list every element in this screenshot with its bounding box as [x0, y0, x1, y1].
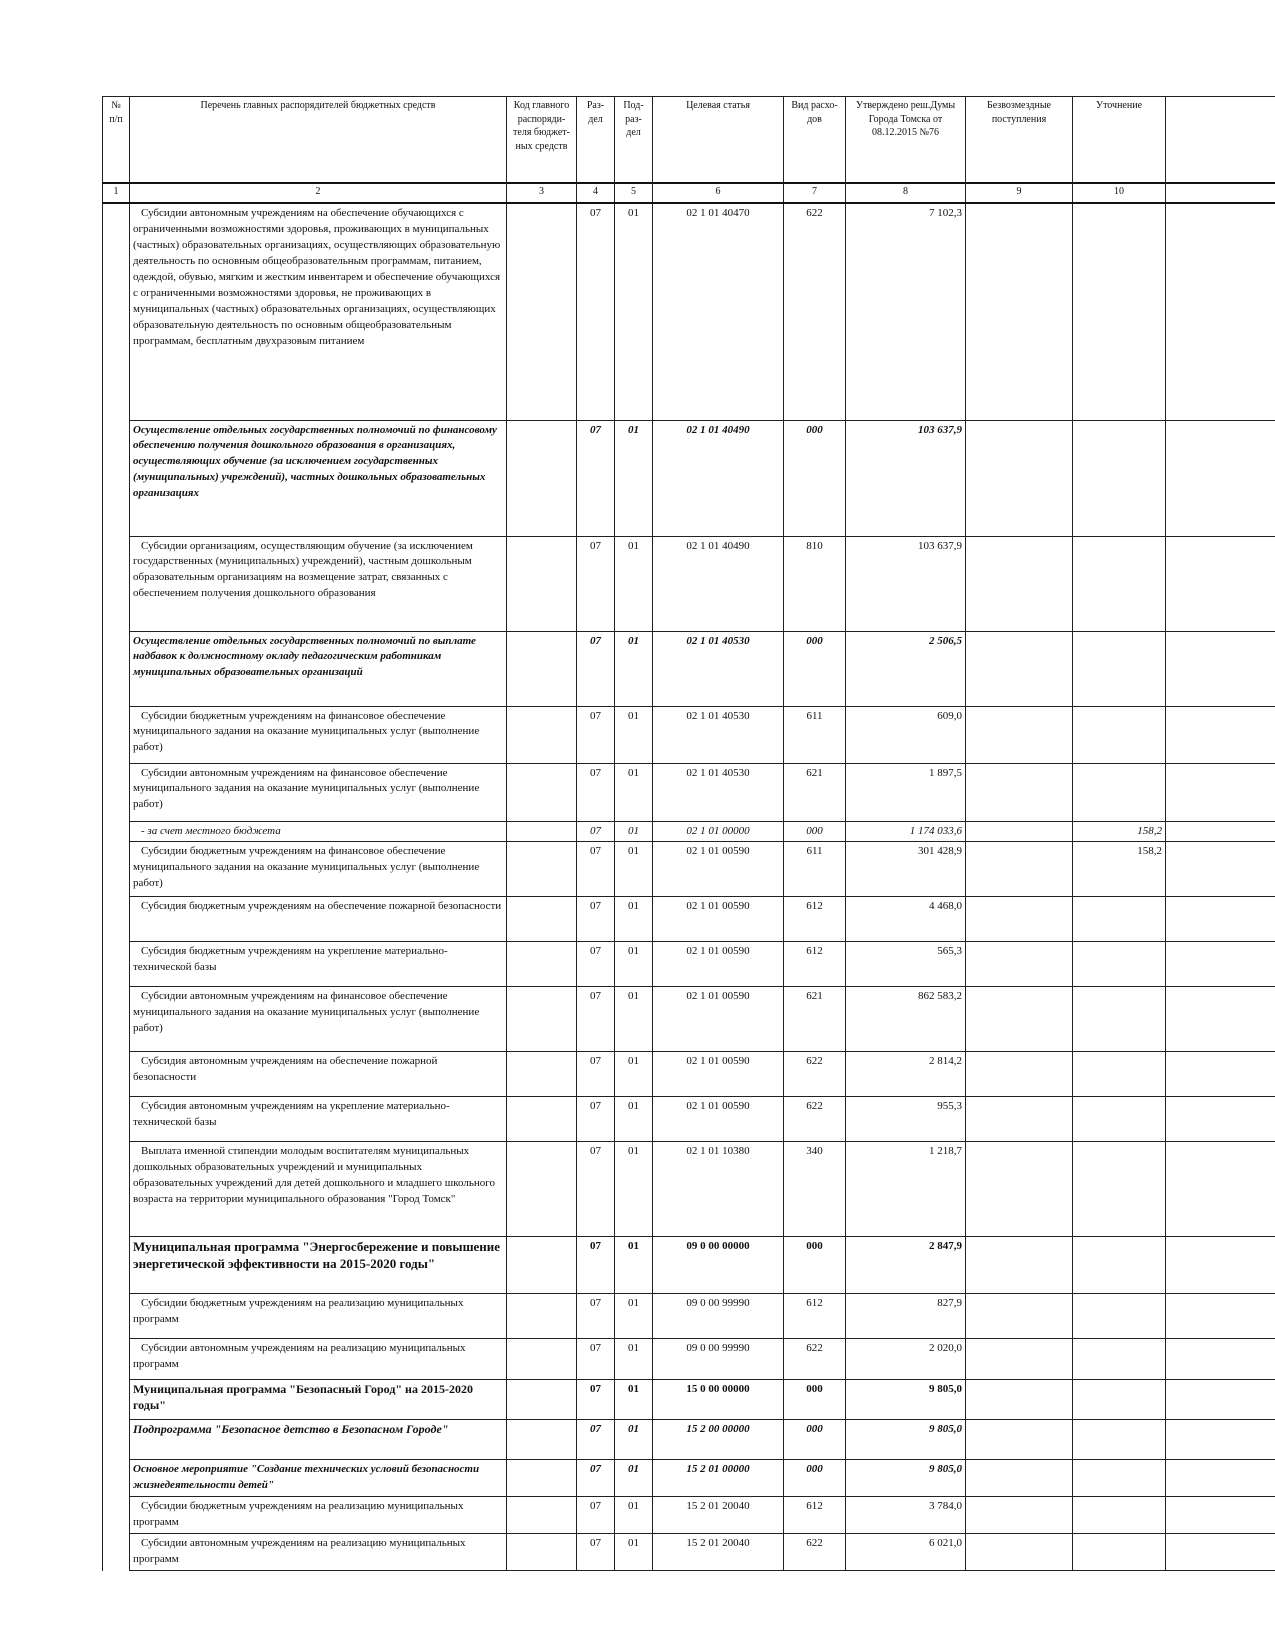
row-approved: 565,3: [846, 942, 966, 987]
row-article: 09 0 00 00000: [653, 1237, 784, 1294]
row-article: 02 1 01 10380: [653, 1142, 784, 1237]
row-article: 09 0 00 99990: [653, 1294, 784, 1339]
row-code: [507, 631, 577, 706]
row-podrazdel: 01: [615, 842, 653, 897]
table-row: [103, 1142, 1275, 1237]
budget-table: [102, 96, 1275, 1571]
col-number-extra: [1166, 183, 1275, 203]
row-name: Субсидии автономным учреждениям на финансовое обеспечение муниципального задания на оказание муниципальных услуг (выполнение работ): [130, 763, 507, 821]
row-article: 02 1 01 40490: [653, 536, 784, 631]
row-podrazdel: 01: [615, 1497, 653, 1534]
row-extra: [1166, 1237, 1275, 1294]
row-name: Субсидии бюджетным учреждениям на реализацию муниципальных программ: [130, 1497, 507, 1534]
row-num-cell: [103, 1052, 130, 1097]
row-razdel: 07: [577, 1237, 615, 1294]
row-extra: [1166, 1052, 1275, 1097]
row-razdel: 07: [577, 1052, 615, 1097]
row-name: Субсидии автономным учреждениям на финансовое обеспечение муниципального задания на оказание муниципальных услуг (выполнение работ): [130, 987, 507, 1052]
row-name: Выплата именной стипендии молодым воспитателям муниципальных дошкольных образовательных учреждений и муниципальных образовательных учреждений для детей дошкольного и младшего школьного возраста на территории муниципального образования "Город Томск": [130, 1142, 507, 1237]
row-article: 02 1 01 00590: [653, 1097, 784, 1142]
table-row: [103, 536, 1275, 631]
table-row: [103, 1460, 1275, 1497]
row-approved: 2 506,5: [846, 631, 966, 706]
row-podrazdel: 01: [615, 1052, 653, 1097]
row-extra: [1166, 1294, 1275, 1339]
row-code: [507, 1497, 577, 1534]
row-extra: [1166, 1097, 1275, 1142]
row-num-cell: [103, 536, 130, 631]
row-name: Осуществление отдельных государственных полномочий по выплате надбавок к должностному окладу педагогическим работникам муниципальных образовательных организаций: [130, 631, 507, 706]
row-extra: [1166, 897, 1275, 942]
row-num-cell: [103, 1294, 130, 1339]
col-number: 7: [784, 183, 846, 203]
row-free: [966, 1294, 1073, 1339]
row-vid: 000: [784, 1460, 846, 1497]
table-row: [103, 706, 1275, 763]
row-vid: 810: [784, 536, 846, 631]
row-podrazdel: 01: [615, 1142, 653, 1237]
header-podrazdel: Под-раз-дел: [615, 97, 653, 184]
row-article: 02 1 01 40530: [653, 706, 784, 763]
row-num-cell: [103, 987, 130, 1052]
row-vid: 622: [784, 1339, 846, 1380]
row-free: [966, 420, 1073, 536]
row-razdel: 07: [577, 536, 615, 631]
row-podrazdel: 01: [615, 1420, 653, 1460]
row-num-cell: [103, 897, 130, 942]
row-free: [966, 842, 1073, 897]
row-num-cell: [103, 1497, 130, 1534]
row-clarify: [1073, 763, 1166, 821]
row-free: [966, 203, 1073, 420]
row-approved: 609,0: [846, 706, 966, 763]
row-vid: 612: [784, 1294, 846, 1339]
row-razdel: 07: [577, 203, 615, 420]
row-razdel: 07: [577, 631, 615, 706]
row-free: [966, 1497, 1073, 1534]
row-vid: 622: [784, 1534, 846, 1571]
row-vid: 622: [784, 1052, 846, 1097]
row-vid: 611: [784, 842, 846, 897]
row-name: Субсидии автономным учреждениям на обеспечение обучающихся с ограниченными возможностями здоровья, проживающих в муниципальных (частных) образовательных организациях, осуществляющих образовательную деятельность по основным общеобразовательным программам, питанием, одеждой, обувью, мягким и жестким инвентарем и обеспечение обучающихся с ограниченными возможностями здоровья, не проживающих в муниципальных (частных) образовательных организациях, осуществляющих образовательную деятельность по основным общеобразовательным программам, бесплатным двухразовым питанием: [130, 203, 507, 420]
row-razdel: 07: [577, 821, 615, 842]
row-extra: [1166, 1142, 1275, 1237]
row-clarify: [1073, 1052, 1166, 1097]
row-clarify: [1073, 897, 1166, 942]
row-code: [507, 842, 577, 897]
table-row: [103, 1380, 1275, 1420]
row-article: 02 1 01 00590: [653, 987, 784, 1052]
row-clarify: [1073, 1460, 1166, 1497]
row-code: [507, 1380, 577, 1420]
row-name: Подпрограмма "Безопасное детство в Безопасном Городе": [130, 1420, 507, 1460]
row-extra: [1166, 1380, 1275, 1420]
row-clarify: [1073, 1339, 1166, 1380]
col-number: 4: [577, 183, 615, 203]
col-number: 5: [615, 183, 653, 203]
row-code: [507, 1097, 577, 1142]
row-article: 09 0 00 99990: [653, 1339, 784, 1380]
row-vid: 000: [784, 1237, 846, 1294]
table-row: [103, 420, 1275, 536]
row-vid: 622: [784, 203, 846, 420]
row-podrazdel: 01: [615, 897, 653, 942]
header-vid: Вид расхо-дов: [784, 97, 846, 184]
row-approved: 6 021,0: [846, 1534, 966, 1571]
col-number: 9: [966, 183, 1073, 203]
row-approved: 4 468,0: [846, 897, 966, 942]
row-clarify: [1073, 536, 1166, 631]
row-name: Субсидия автономным учреждениям на обеспечение пожарной безопасности: [130, 1052, 507, 1097]
row-approved: 7 102,3: [846, 203, 966, 420]
row-code: [507, 987, 577, 1052]
row-name: Субсидия бюджетным учреждениям на укрепление материально-технической базы: [130, 942, 507, 987]
row-code: [507, 821, 577, 842]
row-num-cell: [103, 942, 130, 987]
row-free: [966, 1339, 1073, 1380]
row-razdel: 07: [577, 1097, 615, 1142]
row-clarify: 158,2: [1073, 821, 1166, 842]
row-podrazdel: 01: [615, 706, 653, 763]
row-article: 15 2 01 20040: [653, 1497, 784, 1534]
row-free: [966, 942, 1073, 987]
row-podrazdel: 01: [615, 1534, 653, 1571]
row-article: 02 1 01 00590: [653, 897, 784, 942]
row-article: 15 2 01 00000: [653, 1460, 784, 1497]
row-num-cell: [103, 1460, 130, 1497]
row-free: [966, 1052, 1073, 1097]
row-approved: 2 814,2: [846, 1052, 966, 1097]
col-number: 2: [130, 183, 507, 203]
row-clarify: [1073, 1097, 1166, 1142]
row-razdel: 07: [577, 1534, 615, 1571]
row-num-cell: [103, 1420, 130, 1460]
row-vid: 000: [784, 821, 846, 842]
table-row: [103, 942, 1275, 987]
row-code: [507, 1534, 577, 1571]
header-num: № п/п: [103, 97, 130, 184]
row-extra: [1166, 821, 1275, 842]
row-num-cell: [103, 1339, 130, 1380]
row-vid: 612: [784, 897, 846, 942]
row-clarify: [1073, 1380, 1166, 1420]
row-code: [507, 897, 577, 942]
table-row: [103, 203, 1275, 420]
row-vid: 622: [784, 1097, 846, 1142]
row-free: [966, 1420, 1073, 1460]
row-razdel: 07: [577, 1420, 615, 1460]
row-approved: 3 784,0: [846, 1497, 966, 1534]
row-article: 02 1 01 40490: [653, 420, 784, 536]
col-number: 10: [1073, 183, 1166, 203]
row-razdel: 07: [577, 987, 615, 1052]
row-article: 02 1 01 40530: [653, 631, 784, 706]
row-extra: [1166, 1460, 1275, 1497]
row-podrazdel: 01: [615, 987, 653, 1052]
table-row: [103, 1052, 1275, 1097]
row-article: 02 1 01 40470: [653, 203, 784, 420]
row-extra: [1166, 987, 1275, 1052]
row-num-cell: [103, 203, 130, 420]
row-podrazdel: 01: [615, 942, 653, 987]
row-free: [966, 706, 1073, 763]
row-free: [966, 536, 1073, 631]
row-razdel: 07: [577, 1497, 615, 1534]
table-row: [103, 1097, 1275, 1142]
row-num-cell: [103, 631, 130, 706]
row-approved: 103 637,9: [846, 420, 966, 536]
row-extra: [1166, 942, 1275, 987]
row-name: - за счет местного бюджета: [130, 821, 507, 842]
row-approved: 955,3: [846, 1097, 966, 1142]
row-extra: [1166, 203, 1275, 420]
row-razdel: 07: [577, 942, 615, 987]
row-podrazdel: 01: [615, 536, 653, 631]
row-name: Субсидии бюджетным учреждениям на реализацию муниципальных программ: [130, 1294, 507, 1339]
row-free: [966, 1380, 1073, 1420]
row-article: 15 0 00 00000: [653, 1380, 784, 1420]
row-code: [507, 763, 577, 821]
row-code: [507, 942, 577, 987]
row-razdel: 07: [577, 420, 615, 536]
row-razdel: 07: [577, 1294, 615, 1339]
table-row: [103, 987, 1275, 1052]
row-clarify: [1073, 1142, 1166, 1237]
row-approved: 9 805,0: [846, 1380, 966, 1420]
row-num-cell: [103, 1237, 130, 1294]
header-row: [103, 97, 1275, 184]
header-clarify: Уточнение: [1073, 97, 1166, 184]
row-free: [966, 1142, 1073, 1237]
table-row: [103, 1420, 1275, 1460]
col-number: 6: [653, 183, 784, 203]
row-razdel: 07: [577, 1142, 615, 1237]
row-name: Субсидия бюджетным учреждениям на обеспечение пожарной безопасности: [130, 897, 507, 942]
row-podrazdel: 01: [615, 763, 653, 821]
row-code: [507, 1237, 577, 1294]
row-extra: [1166, 1420, 1275, 1460]
row-podrazdel: 01: [615, 203, 653, 420]
table-row: [103, 1497, 1275, 1534]
row-podrazdel: 01: [615, 1097, 653, 1142]
row-razdel: 07: [577, 763, 615, 821]
row-podrazdel: 01: [615, 1294, 653, 1339]
row-clarify: [1073, 1237, 1166, 1294]
col-number: 8: [846, 183, 966, 203]
table-row: [103, 897, 1275, 942]
table-row: [103, 1339, 1275, 1380]
row-vid: 000: [784, 1380, 846, 1420]
header-code: Код главного распоряди-теля бюджет-ных средств: [507, 97, 577, 184]
row-clarify: 158,2: [1073, 842, 1166, 897]
row-code: [507, 1339, 577, 1380]
row-vid: 000: [784, 631, 846, 706]
row-clarify: [1073, 1497, 1166, 1534]
row-code: [507, 1460, 577, 1497]
row-razdel: 07: [577, 842, 615, 897]
row-article: 02 1 01 00000: [653, 821, 784, 842]
row-free: [966, 987, 1073, 1052]
row-vid: 621: [784, 987, 846, 1052]
row-approved: 862 583,2: [846, 987, 966, 1052]
table-row: [103, 842, 1275, 897]
row-article: 15 2 00 00000: [653, 1420, 784, 1460]
row-razdel: 07: [577, 897, 615, 942]
row-podrazdel: 01: [615, 1460, 653, 1497]
row-razdel: 07: [577, 1380, 615, 1420]
row-clarify: [1073, 987, 1166, 1052]
row-num-cell: [103, 706, 130, 763]
row-approved: 2 020,0: [846, 1339, 966, 1380]
row-clarify: [1073, 1534, 1166, 1571]
row-code: [507, 1294, 577, 1339]
row-name: Субсидия автономным учреждениям на укрепление материально-технической базы: [130, 1097, 507, 1142]
row-vid: 621: [784, 763, 846, 821]
row-razdel: 07: [577, 1460, 615, 1497]
row-free: [966, 763, 1073, 821]
col-number: 1: [103, 183, 130, 203]
row-approved: 1 174 033,6: [846, 821, 966, 842]
row-article: 15 2 01 20040: [653, 1534, 784, 1571]
table-row: [103, 631, 1275, 706]
row-extra: [1166, 1534, 1275, 1571]
row-razdel: 07: [577, 1339, 615, 1380]
row-extra: [1166, 420, 1275, 536]
row-name: Субсидии автономным учреждениям на реализацию муниципальных программ: [130, 1339, 507, 1380]
column-number-row: [103, 183, 1275, 203]
row-num-cell: [103, 1097, 130, 1142]
row-vid: 612: [784, 1497, 846, 1534]
row-approved: 827,9: [846, 1294, 966, 1339]
table-row: [103, 1237, 1275, 1294]
row-num-cell: [103, 842, 130, 897]
row-article: 02 1 01 40530: [653, 763, 784, 821]
row-podrazdel: 01: [615, 1339, 653, 1380]
row-code: [507, 536, 577, 631]
row-num-cell: [103, 1142, 130, 1237]
row-vid: 000: [784, 420, 846, 536]
row-article: 02 1 01 00590: [653, 842, 784, 897]
header-approved: Утверждено реш.Думы Города Томска от 08.12.2015 №76: [846, 97, 966, 184]
header-razdel: Раз-дел: [577, 97, 615, 184]
row-code: [507, 1142, 577, 1237]
row-free: [966, 631, 1073, 706]
row-podrazdel: 01: [615, 420, 653, 536]
row-clarify: [1073, 631, 1166, 706]
header-extra: [1166, 97, 1275, 184]
row-article: 02 1 01 00590: [653, 942, 784, 987]
row-podrazdel: 01: [615, 631, 653, 706]
row-code: [507, 1420, 577, 1460]
table-row: [103, 821, 1275, 842]
row-approved: 2 847,9: [846, 1237, 966, 1294]
row-podrazdel: 01: [615, 1380, 653, 1420]
row-razdel: 07: [577, 706, 615, 763]
row-num-cell: [103, 420, 130, 536]
row-name: Муниципальная программа "Энергосбережение и повышение энергетической эффективности на 2015-2020 годы": [130, 1237, 507, 1294]
row-code: [507, 1052, 577, 1097]
row-podrazdel: 01: [615, 821, 653, 842]
row-approved: 9 805,0: [846, 1420, 966, 1460]
row-article: 02 1 01 00590: [653, 1052, 784, 1097]
row-code: [507, 706, 577, 763]
row-extra: [1166, 536, 1275, 631]
row-code: [507, 203, 577, 420]
row-name: Субсидии бюджетным учреждениям на финансовое обеспечение муниципального задания на оказание муниципальных услуг (выполнение работ): [130, 706, 507, 763]
row-name: Осуществление отдельных государственных полномочий по финансовому обеспечению получения дошкольного образования в организациях, осуществляющих обучение (за исключением государственных (муниципальных) учреждений), частных дошкольных образовательных организациях: [130, 420, 507, 536]
row-clarify: [1073, 420, 1166, 536]
row-name: Субсидии бюджетным учреждениям на финансовое обеспечение муниципального задания на оказание муниципальных услуг (выполнение работ): [130, 842, 507, 897]
header-free: Безвозмездные поступления: [966, 97, 1073, 184]
table-row: [103, 763, 1275, 821]
row-extra: [1166, 763, 1275, 821]
row-free: [966, 897, 1073, 942]
row-name: Субсидии организациям, осуществляющим обучение (за исключением государственных (муниципальных) учреждений), частным дошкольным образовательным организациям на возмещение затрат, связанных с обеспечением получения дошкольного образования: [130, 536, 507, 631]
row-num-cell: [103, 1534, 130, 1571]
header-article: Целевая статья: [653, 97, 784, 184]
row-name: Основное мероприятие "Создание технических условий безопасности жизнедеятельности детей": [130, 1460, 507, 1497]
row-free: [966, 1097, 1073, 1142]
row-num-cell: [103, 1380, 130, 1420]
row-clarify: [1073, 942, 1166, 987]
row-vid: 612: [784, 942, 846, 987]
table-row: [103, 1534, 1275, 1571]
row-approved: 103 637,9: [846, 536, 966, 631]
row-free: [966, 1534, 1073, 1571]
header-name: Перечень главных распорядителей бюджетных средств: [130, 97, 507, 184]
row-podrazdel: 01: [615, 1237, 653, 1294]
row-free: [966, 1237, 1073, 1294]
row-name: Субсидии автономным учреждениям на реализацию муниципальных программ: [130, 1534, 507, 1571]
col-number: 3: [507, 183, 577, 203]
row-clarify: [1073, 1294, 1166, 1339]
row-approved: 9 805,0: [846, 1460, 966, 1497]
table-row: [103, 1294, 1275, 1339]
row-free: [966, 821, 1073, 842]
row-extra: [1166, 1497, 1275, 1534]
row-approved: 1 897,5: [846, 763, 966, 821]
row-vid: 000: [784, 1420, 846, 1460]
row-clarify: [1073, 203, 1166, 420]
row-num-cell: [103, 821, 130, 842]
row-extra: [1166, 1339, 1275, 1380]
row-vid: 611: [784, 706, 846, 763]
row-vid: 340: [784, 1142, 846, 1237]
row-approved: 1 218,7: [846, 1142, 966, 1237]
row-code: [507, 420, 577, 536]
row-name: Муниципальная программа "Безопасный Город" на 2015-2020 годы": [130, 1380, 507, 1420]
row-num-cell: [103, 763, 130, 821]
row-extra: [1166, 706, 1275, 763]
row-free: [966, 1460, 1073, 1497]
row-approved: 301 428,9: [846, 842, 966, 897]
row-clarify: [1073, 706, 1166, 763]
row-extra: [1166, 631, 1275, 706]
row-extra: [1166, 842, 1275, 897]
row-clarify: [1073, 1420, 1166, 1460]
